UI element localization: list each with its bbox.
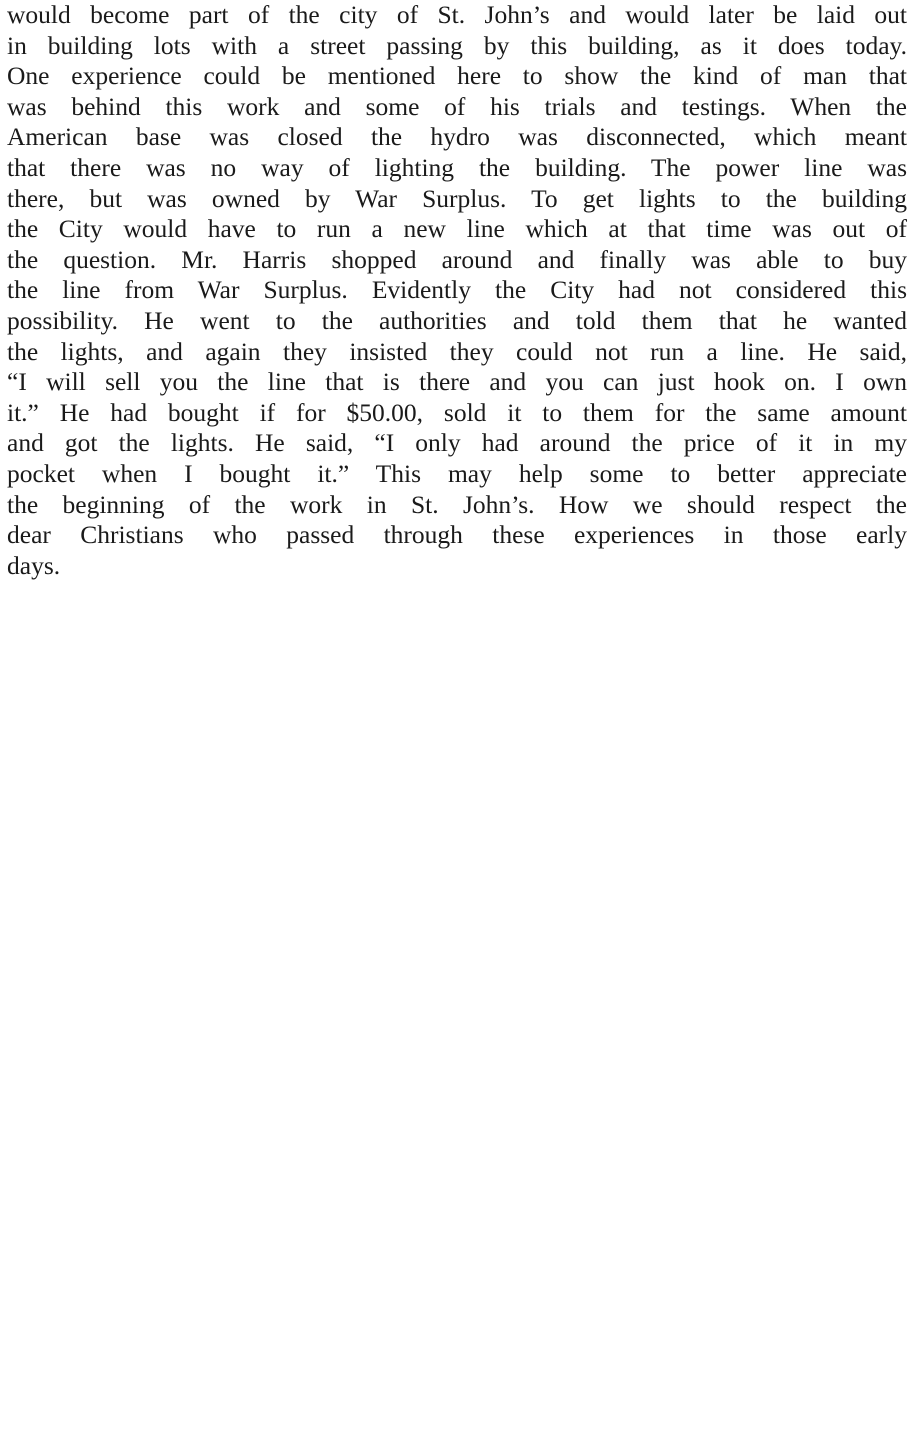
- text-line: possibility. He went to the authorities and told them that he wanted: [7, 305, 907, 335]
- text-line: would become part of the city of St. John’s and would later be laid out: [7, 0, 907, 29]
- text-line: it.” He had bought if for $50.00, sold it to them for the same amount: [7, 397, 907, 427]
- text-line: there, but was owned by War Surplus. To get lights to the building: [7, 183, 907, 213]
- text-line: the line from War Surplus. Evidently the City had not considered this: [7, 275, 907, 305]
- text-line: American base was closed the hydro was disconnected, which meant: [7, 122, 907, 152]
- text-line: the question. Mr. Harris shopped around and finally was able to buy: [7, 244, 907, 274]
- text-line: days.: [7, 550, 61, 580]
- text-line: and got the lights. He said, “I only had around the price of it in my: [7, 428, 907, 458]
- text-line: was behind this work and some of his trials and testings. When the: [7, 91, 907, 121]
- text-line: pocket when I bought it.” This may help some to better appreciate: [7, 458, 907, 488]
- text-line: the lights, and again they insisted they could not run a line. He said,: [7, 336, 907, 366]
- text-line: in building lots with a street passing by this building, as it does today.: [7, 30, 907, 60]
- text-line: dear Christians who passed through these experiences in those early: [7, 520, 907, 550]
- text-line: One experience could be mentioned here to show the kind of man that: [7, 61, 907, 91]
- text-line: “I will sell you the line that is there and you can just hook on. I own: [7, 367, 907, 397]
- text-line: that there was no way of lighting the building. The power line was: [7, 152, 907, 182]
- text-line: the beginning of the work in St. John’s. How we should respect the: [7, 489, 907, 519]
- body-paragraph: [7, 0, 907, 581]
- text-line: the City would have to run a new line which at that time was out of: [7, 214, 907, 244]
